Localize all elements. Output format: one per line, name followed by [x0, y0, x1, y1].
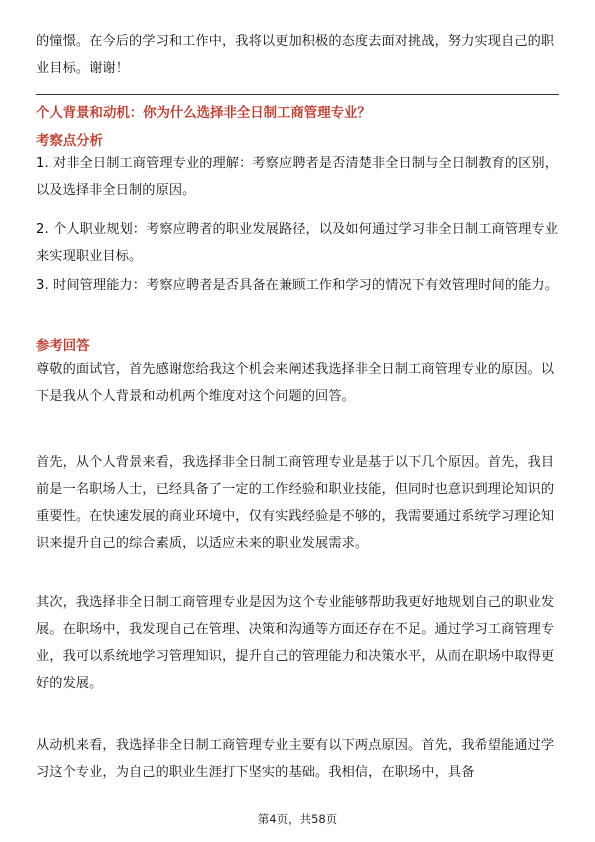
answer-paragraph-1: 尊敬的面试官，首先感谢您给我这个机会来阐述我选择非全日制工商管理专业的原因。以下是我从个人背景和动机两个维度对这个问题的回答。	[36, 362, 555, 404]
answer-heading: 参考回答	[36, 339, 90, 354]
answer-paragraph-3: 其次，我选择非全日制工商管理专业是因为这个专业能够帮助我更好地规划自己的职业发展。在职场中，我发现自己在管理、决策和沟通等方面还存在不足。通过学习工商管理专业，我可以系统地学习管理知识，提升自己的管理能力和决策水平，从而在职场中取得更好的发展。	[36, 595, 555, 691]
analysis-point-2: 2. 个人职业规划：考察应聘者的职业发展路径，以及如何通过学习非全日制工商管理专业来实现职业目标。	[36, 222, 558, 264]
page-number-footer: 第4页，共58页	[257, 812, 338, 826]
answer-paragraph-4: 从动机来看，我选择非全日制工商管理专业主要有以下两点原因。首先，我希望能通过学习这个专业，为自己的职业生涯打下坚实的基础。我相信，在职场中，具备	[36, 738, 555, 780]
section-divider	[36, 94, 559, 95]
analysis-point-3: 3. 时间管理能力：考察应聘者是否具备在兼顾工作和学习的情况下有效管理时间的能力。	[36, 278, 558, 293]
answer-paragraph-2: 首先，从个人背景来看，我选择非全日制工商管理专业是基于以下几个原因。首先，我目前是一名职场人士，已经具备了一定的工作经验和职业技能，但同时也意识到理论知识的重要性。在快速发展的商业环境中，仅有实践经验是不够的，我需要通过系统学习理论知识来提升自己的综合素质，以适应未来的职业发展需求。	[36, 455, 555, 551]
intro-paragraph: 的憧憬。在今后的学习和工作中，我将以更加积极的态度去面对挑战，努力实现自己的职业目标。谢谢！	[36, 34, 555, 76]
analysis-point-1: 1. 对非全日制工商管理专业的理解：考察应聘者是否清楚非全日制与全日制教育的区别，以及选择非全日制的原因。	[36, 156, 558, 198]
question-heading: 个人背景和动机：你为什么选择非全日制工商管理专业？	[36, 106, 371, 121]
analysis-heading: 考察点分析	[36, 134, 103, 149]
